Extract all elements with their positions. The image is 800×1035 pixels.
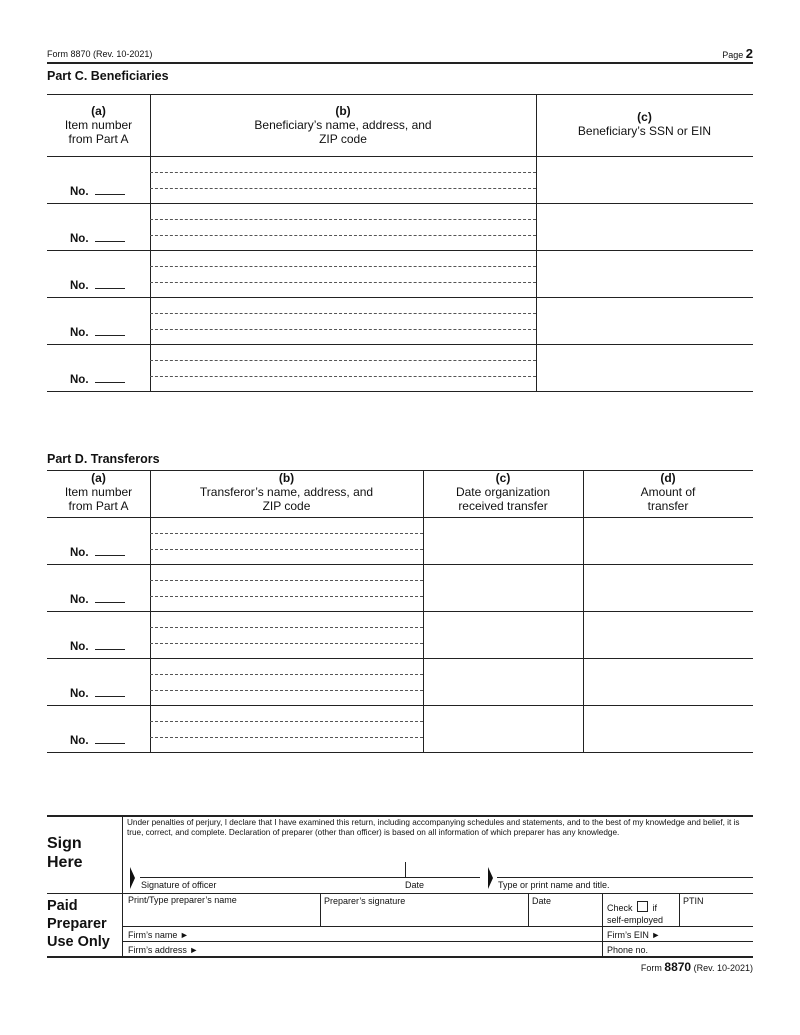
entry-line[interactable]	[150, 643, 423, 644]
item-number-field[interactable]	[70, 735, 125, 747]
form-revision: Form 8870 (Rev. 10-2021)	[47, 49, 153, 59]
item-number-blank[interactable]	[95, 649, 125, 650]
item-number-field[interactable]	[70, 641, 125, 653]
row-divider	[47, 297, 753, 298]
column-header-c	[536, 110, 753, 138]
divider	[602, 893, 603, 957]
divider	[405, 862, 406, 877]
col-label: from Part A	[68, 132, 129, 146]
divider	[47, 517, 753, 518]
phone-field[interactable]: Phone no.	[607, 945, 649, 955]
form-number: 8870	[664, 960, 692, 974]
divider	[122, 816, 123, 957]
name-title-line[interactable]	[497, 877, 753, 878]
arrow-icon	[130, 867, 135, 889]
row-divider	[47, 391, 753, 392]
divider	[679, 893, 680, 926]
col-label: Date organization	[455, 485, 551, 499]
self-employed-check	[607, 901, 663, 926]
row-label: No.	[70, 594, 89, 606]
item-number-blank[interactable]	[95, 335, 125, 336]
entry-line[interactable]	[150, 533, 423, 534]
row-label: No.	[70, 186, 89, 198]
row-label: No.	[70, 327, 89, 339]
row-label: No.	[70, 374, 89, 386]
col-letter: (c)	[637, 110, 652, 124]
entry-line[interactable]	[150, 627, 423, 628]
row-divider	[47, 564, 753, 565]
entry-line[interactable]	[150, 690, 423, 691]
column-header-d	[583, 471, 753, 513]
preparer-title: Paid	[47, 898, 78, 914]
row-divider	[47, 705, 753, 706]
entry-line[interactable]	[150, 596, 423, 597]
item-number-blank[interactable]	[95, 241, 125, 242]
firm-ein-field[interactable]: Firm’s EIN ►	[607, 930, 661, 940]
row-label: No.	[70, 641, 89, 653]
divider	[47, 956, 753, 958]
item-number-blank[interactable]	[95, 194, 125, 195]
entry-line[interactable]	[150, 219, 536, 220]
item-number-blank[interactable]	[95, 602, 125, 603]
ptin-field[interactable]: PTIN	[683, 896, 704, 906]
self-employed-checkbox[interactable]	[637, 901, 648, 912]
column-header-a	[47, 471, 150, 513]
preparer-name-field[interactable]: Print/Type preparer’s name	[128, 895, 237, 905]
row-divider	[47, 203, 753, 204]
entry-line[interactable]	[150, 360, 536, 361]
paid-preparer-title	[47, 897, 110, 951]
footer-form-id	[641, 960, 753, 974]
entry-line[interactable]	[150, 172, 536, 173]
item-number-field[interactable]	[70, 233, 125, 245]
item-number-blank[interactable]	[95, 743, 125, 744]
item-number-blank[interactable]	[95, 382, 125, 383]
col-letter: (b)	[335, 104, 351, 118]
check-label: Check	[607, 903, 633, 913]
col-label: Item number	[64, 118, 133, 132]
row-divider	[47, 250, 753, 251]
preparer-title: Use Only	[47, 934, 110, 950]
preparer-title: Preparer	[47, 916, 107, 932]
check-if-label: if	[652, 903, 658, 913]
form-rev: (Rev. 10-2021)	[693, 963, 753, 973]
col-label: Item number	[64, 485, 133, 499]
col-label: transfer	[647, 499, 689, 513]
col-letter: (b)	[278, 471, 295, 485]
entry-line[interactable]	[150, 235, 536, 236]
col-letter: (d)	[660, 471, 676, 485]
entry-line[interactable]	[150, 282, 536, 283]
item-number-field[interactable]	[70, 327, 125, 339]
col-letter: (a)	[91, 471, 106, 485]
date-label: Date	[405, 880, 425, 890]
divider	[122, 941, 753, 942]
col-label: ZIP code	[262, 499, 311, 513]
col-letter: (c)	[495, 471, 511, 485]
item-number-blank[interactable]	[95, 696, 125, 697]
divider	[47, 815, 753, 817]
item-number-field[interactable]	[70, 594, 125, 606]
col-label: Transferor’s name, address, and	[199, 485, 374, 499]
row-divider	[47, 611, 753, 612]
item-number-field[interactable]	[70, 374, 125, 386]
divider	[536, 94, 537, 391]
column-header-b	[150, 104, 536, 146]
row-label: No.	[70, 547, 89, 559]
entry-line[interactable]	[150, 674, 423, 675]
divider	[47, 94, 753, 95]
divider	[528, 893, 529, 926]
sign-title: Here	[47, 854, 83, 871]
row-label: No.	[70, 688, 89, 700]
col-label: from Part A	[68, 499, 129, 513]
col-letter: (a)	[91, 104, 106, 118]
perjury-declaration: Under penalties of perjury, I declare that I have examined this return, including accompanying schedules and statements, and to the best of my knowledge and belief, it is true, correct, and complete. Declaration of preparer (other than officer) is based on all information of which preparer has any knowledge.	[127, 818, 740, 837]
entry-line[interactable]	[150, 549, 423, 550]
column-header-a	[47, 104, 150, 146]
row-label: No.	[70, 280, 89, 292]
sign-title: Sign	[47, 835, 82, 852]
entry-line[interactable]	[150, 188, 536, 189]
item-number-field[interactable]	[70, 280, 125, 292]
preparer-date-field[interactable]: Date	[532, 896, 552, 906]
header-rule	[47, 62, 753, 64]
col-label: Beneficiary’s SSN or EIN	[577, 124, 712, 138]
signature-line[interactable]	[140, 877, 480, 878]
col-label: Amount of	[640, 485, 696, 499]
part-c-title: Part C. Beneficiaries	[47, 69, 169, 83]
divider	[122, 926, 753, 927]
page-number: 2	[745, 46, 753, 61]
entry-line[interactable]	[150, 580, 423, 581]
col-label: Beneficiary’s name, address, and	[254, 118, 432, 132]
row-label: No.	[70, 233, 89, 245]
page-label: Page	[722, 50, 744, 60]
row-divider	[47, 344, 753, 345]
row-divider	[47, 658, 753, 659]
col-label: received transfer	[458, 499, 548, 513]
row-divider	[47, 752, 753, 753]
divider	[47, 156, 753, 157]
form-word: Form	[640, 963, 662, 973]
firm-name-field[interactable]: Firm’s name ►	[128, 930, 189, 940]
entry-line[interactable]	[150, 376, 536, 377]
entry-line[interactable]	[150, 266, 536, 267]
sign-here-title	[47, 834, 83, 872]
self-employed-label: self-employed	[607, 915, 664, 925]
item-number-field[interactable]	[70, 688, 125, 700]
item-number-blank[interactable]	[95, 555, 125, 556]
item-number-field[interactable]	[70, 547, 125, 559]
name-title-label: Type or print name and title.	[498, 880, 610, 890]
col-label: ZIP code	[319, 132, 367, 146]
divider	[47, 893, 753, 894]
firm-address-field[interactable]: Firm’s address ►	[128, 945, 199, 955]
item-number-field[interactable]	[70, 186, 125, 198]
divider	[320, 893, 321, 926]
page-indicator	[722, 46, 753, 61]
entry-line[interactable]	[150, 721, 423, 722]
entry-line[interactable]	[150, 329, 536, 330]
arrow-icon	[488, 867, 493, 889]
entry-line[interactable]	[150, 313, 536, 314]
item-number-blank[interactable]	[95, 288, 125, 289]
preparer-signature-field[interactable]: Preparer’s signature	[324, 896, 406, 906]
column-header-c	[423, 471, 583, 513]
entry-line[interactable]	[150, 737, 423, 738]
column-header-b	[150, 471, 423, 513]
row-label: No.	[70, 735, 89, 747]
officer-signature-label: Signature of officer	[141, 880, 217, 890]
part-d-title: Part D. Transferors	[47, 452, 160, 466]
